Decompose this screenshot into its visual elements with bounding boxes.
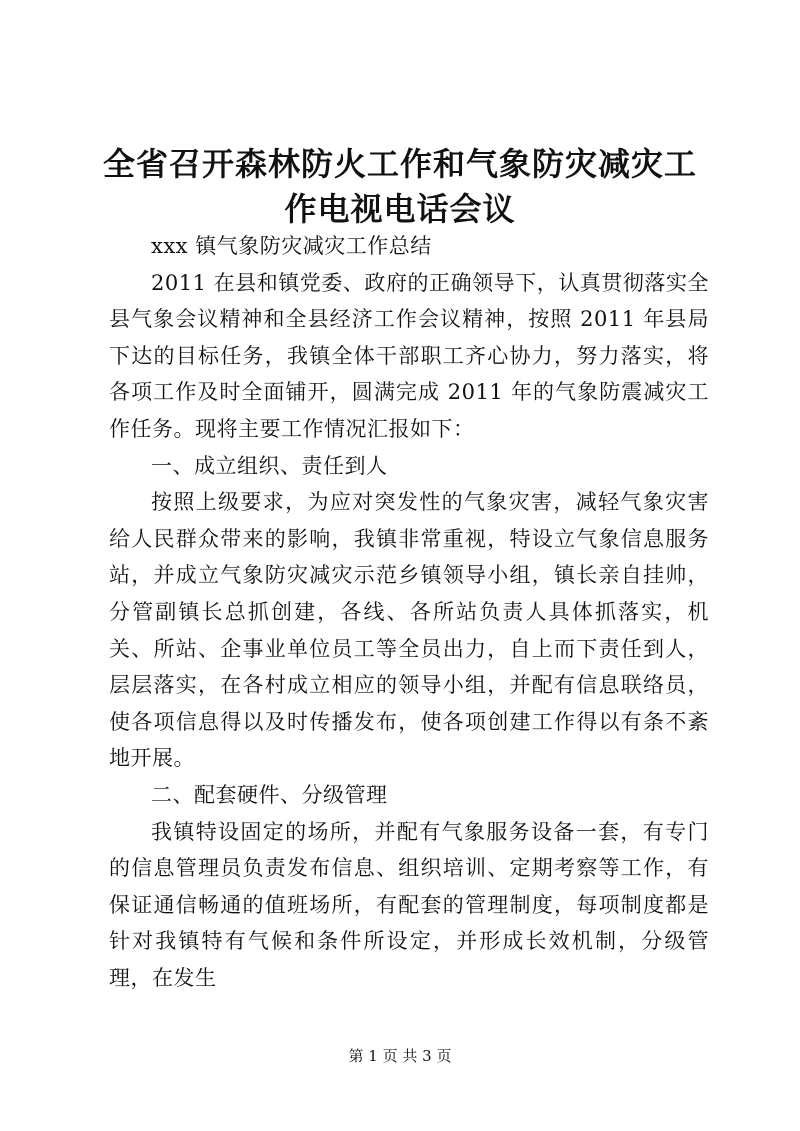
document-body <box>109 228 709 996</box>
section-heading-1: 一、成立组织、责任到人 <box>151 453 388 478</box>
section-heading-2: 二、配套硬件、分级管理 <box>151 782 388 807</box>
subtitle-paragraph: xxx 镇气象防灾减灾工作总结 <box>151 234 432 258</box>
intro-paragraph: 2011 在县和镇党委、政府的正确领导下，认真贯彻落实全县气象会议精神和全县经济工作会议精神，按照 2011 年县局下达的目标任务，我镇全体干部职工齐心协力，努力落实，将各项工作及时全面铺开，圆满完成 2011 年的气象防震减灾工作任务。现将主要工作情况汇报如下： <box>109 270 709 441</box>
page-number-footer: 第 1 页 共 3 页 <box>348 1047 452 1065</box>
section-1-paragraph: 按照上级要求，为应对突发性的气象灾害，减轻气象灾害给人民群众带来的影响，我镇非常重视，特设立气象信息服务站，并成立气象防灾减灾示范乡镇领导小组，镇长亲自挂帅，分管副镇长总抓创建，各线、各所站负责人具体抓落实，机关、所站、企事业单位员工等全员出力，自上而下责任到人，层层落实，在各村成立相应的领导小组，并配有信息联络员，使各项信息得以及时传播发布，使各项创建工作得以有条不紊地开展。 <box>109 490 709 771</box>
document-title: 全省召开森林防火工作和气象防灾减灾工作电视电话会议 <box>102 145 697 228</box>
section-2-paragraph: 我镇特设固定的场所，并配有气象服务设备一套，有专门的信息管理员负责发布信息、组织培训、定期考察等工作，有保证通信畅通的值班场所，有配套的管理制度，每项制度都是针对我镇特有气候和条件所设定，并形成长效机制，分级管理，在发生 <box>109 819 709 990</box>
